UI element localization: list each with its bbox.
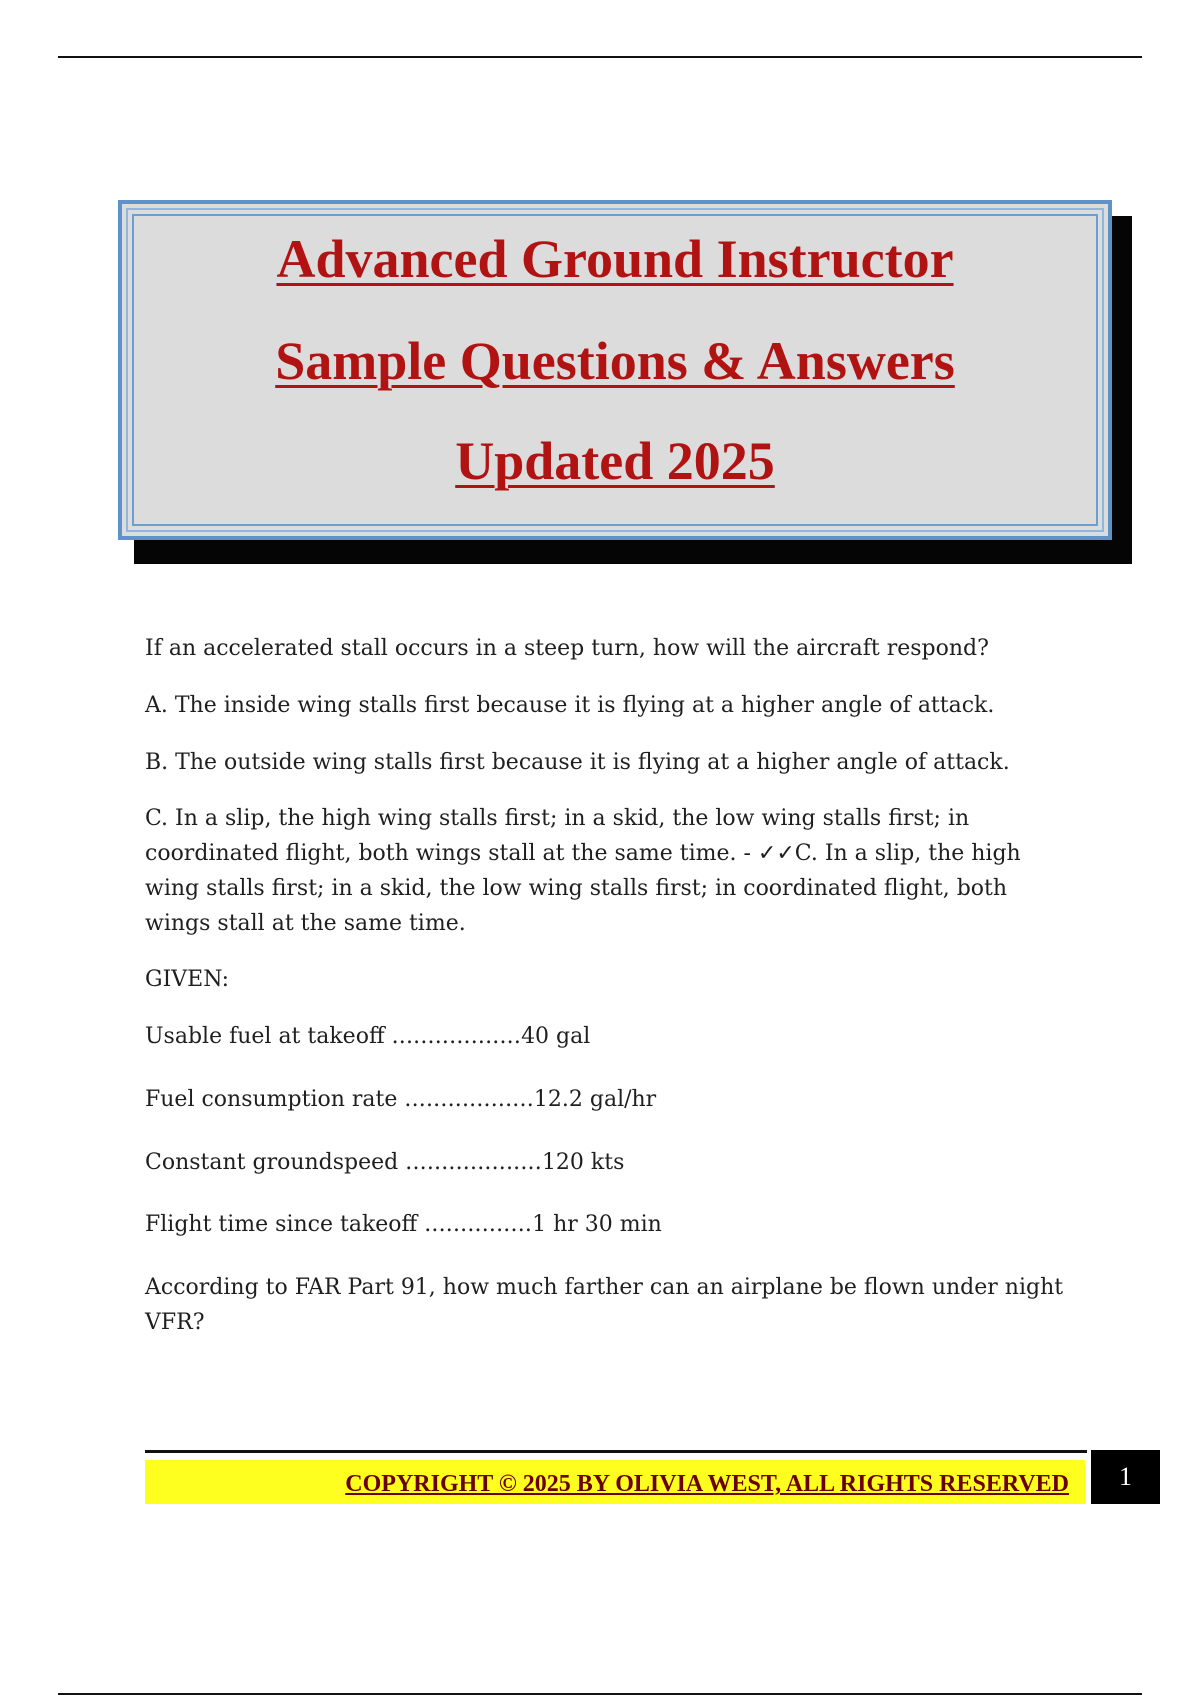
- question-2: According to FAR Part 91, how much farther can an airplane be flown under night VFR?: [145, 1275, 1064, 1335]
- given-fuel-value: 40 gal: [521, 1024, 591, 1049]
- copyright-text: COPYRIGHT © 2025 BY OLIVIA WEST, ALL RIGHTS RESERVED: [345, 1471, 1069, 1497]
- title-line-2: Sample Questions & Answers: [275, 331, 955, 391]
- given-consumption-label: Fuel consumption rate: [145, 1086, 405, 1112]
- given-label: GIVEN:: [145, 967, 230, 993]
- footer: [145, 1450, 1160, 1506]
- given-groundspeed-value: 120 kts: [541, 1149, 625, 1175]
- given-flight-time-value: 1 hr 30 min: [532, 1212, 662, 1238]
- bottom-rule: [58, 1693, 1142, 1695]
- title-line-3: Updated 2025: [455, 431, 775, 491]
- given-groundspeed-label: Constant groundspeed: [145, 1149, 406, 1175]
- title-box: [118, 200, 1112, 540]
- question-1: If an accelerated stall occurs in a steep turn, how will the aircraft respond?: [145, 636, 989, 661]
- given-flight-time-dots: ...............: [424, 1212, 533, 1238]
- page-number: 1: [1091, 1450, 1160, 1504]
- given-row-flight-time: [145, 1208, 1075, 1243]
- given-flight-time-label: Flight time since takeoff: [145, 1212, 425, 1238]
- footer-line: [145, 1450, 1087, 1453]
- given-row-fuel: [145, 1020, 1075, 1055]
- document-body: [145, 632, 1075, 1361]
- given-consumption-dots: ..................: [404, 1086, 534, 1112]
- top-rule: [58, 56, 1142, 58]
- given-consumption-value: 12.2 gal/hr: [533, 1086, 657, 1112]
- option-c: C. In a slip, the high wing stalls first; in a skid, the low wing stalls first; in coordinated flight, both wings stall at the same time. - ✓✓C. In a slip, the high wing stalls first; in a skid, the low wing stalls first; in coordinated flight, both wings stall at the same time.: [145, 806, 1021, 936]
- option-a: A. The inside wing stalls first because it is flying at a higher angle of attack.: [145, 692, 995, 718]
- given-groundspeed-dots: ...................: [405, 1149, 542, 1175]
- option-b: B. The outside wing stalls first because it is flying at a higher angle of attack.: [145, 749, 1010, 775]
- given-fuel-dots: ..................: [391, 1024, 522, 1049]
- footer-highlight: [145, 1460, 1085, 1504]
- title-line-1: Advanced Ground Instructor: [276, 229, 954, 289]
- given-row-groundspeed: [145, 1146, 1075, 1181]
- given-fuel-label: Usable fuel at takeoff: [145, 1024, 392, 1049]
- given-row-consumption: [145, 1083, 1075, 1118]
